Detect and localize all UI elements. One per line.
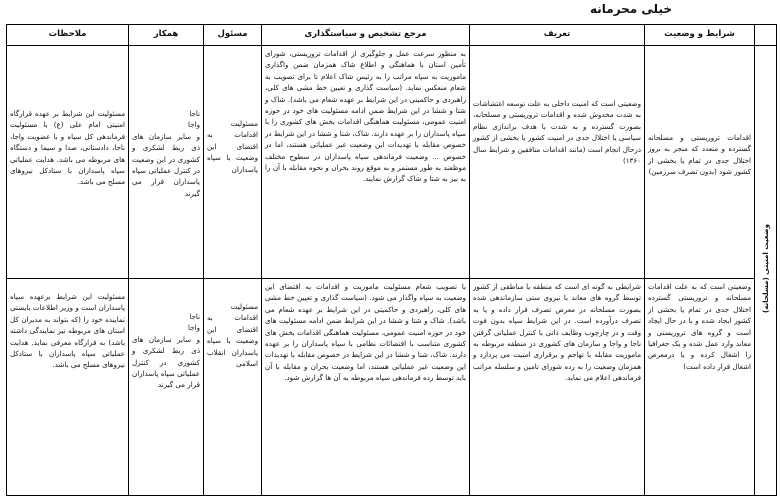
header-partner: همکار [129, 25, 204, 46]
definition-cell [470, 46, 645, 279]
conditions-text: وضعیتی است که به علت اقدامات مسلحانه و تروریستی گسترده اختلال جدی در تمام یا بخشی از کشور ایجاد شده و یا در حال ایجاد است و گروه های تروریستی و معاند وارد عمل شده و یک جغرافیا را اشغال کرده و یا درمعرض اشغال قرار داده است) [648, 282, 751, 371]
partner-cell [129, 46, 204, 279]
conditions-cell [645, 279, 755, 496]
conditions-text: اقدامات تروریستی و مسلحانه گسترده و متعدد که منجر به بروز اختلال جدی در تمام یا بخشی از کشور شود (بدون تصرف سرزمین) [648, 133, 751, 177]
definition-text: وضعیتی است که امنیت داخلی به علت توسعه اغتشاشات به شدت مخدوش شده و اقدامات تروریستی و مسلحانه، بصورت گسترده و به شدت با هدف براندازی نظام سیاسی یا اختلال جدی در امنیت کشور یا بخشی از کشور درحال انجام است (مانند اقدامات منافقین و شرایط سال ۱۳۶۰) [473, 99, 641, 166]
table-header-row [7, 25, 777, 46]
partner-cell [129, 279, 204, 496]
notes-text: مسئولیت این شرایط بر عهده قرارگاه امنیتی امام علی (ع) با مسئولیت فرماندهی کل سپاه و با عضویت واجا، ناجا، دادستانی، صدا و سیما و دستگاه های مربوطه می باشد. هدایت عملیاتی سپاه پاسداران با ستادکل نیروهای مسلح می باشد. [10, 109, 125, 187]
section-label-cell [755, 46, 777, 496]
conditions-cell [645, 46, 755, 279]
header-definition: تعریف [470, 25, 645, 46]
section-label: وضعیت امنیتی (مسلحانه) [760, 224, 770, 314]
partner-line: واجا [188, 323, 200, 333]
authority-cell [262, 279, 470, 496]
responsible-text: مسئولیت اقدامات به اقتضای این وضعیت با سپاه پاسداران انقلاب اسلامی [207, 302, 258, 369]
authority-text: به منظور سرعت عمل و جلوگیری از اقدامات تروریستی، شورای تأمین استان با هماهنگی و اطلاع شاک همزمان ضمن واگذاری ماموریت به سپاه مراتب را به رئیس شاک اعلام تا برای تصویب به شعام منعکس نماید. (سیاست گذاری و تعیین خط مشی های کلی، راهبردی و حاکمیتی در این شرایط بر عهده شعام می باشد). شاک و شتا و ششا در این شرایط ضمن ادامه مسئولیت های خود در حوزه امنیت عمومی، مسئولیت هماهنگی اقدامات بخش های کشوری را با سپاه پاسداران را بر عهده دارند. شاک، شتا و ششا در این شرایط در خصوص مقابله با تهدیدات این وضعیت غیر عملیاتی هستند، اما در خصوص ... وضعیت فرماندهی سپاه پاسداران در سطوح مختلف موظفند به طور مستمر و به موقع روند بحران و نحوه مقابله با آن را به نیز به شتا و شاک گزارش نمایند. [265, 49, 466, 184]
definition-text: شرایطی به گونه ای است که منطقه یا مناطقی از کشور توسط گروه های معاند با نیروی ستی سازماندهی شده بصورت مسلحانه در معرض تصرف قرار داده و یا به تصرف درآورده است. در این شرایط سپاه بدون فوت وقت و در چارچوب وظایف ذاتی با کنترل عملیاتی گرفتن ناجا و واجا و سازمان های کشوری در منطقه مربوطه به ماموریت مقابله با تهاجم و برقراری امنیت می پردازد و همزمان وضعیت را به رده شورای تامین و سلسله مراتب فرماندهی اعلام می نماید. [473, 282, 641, 383]
partner-line: ناجا [189, 312, 200, 321]
header-responsible: مسئول [204, 25, 262, 46]
notes-cell [7, 46, 129, 279]
header-authority: مرجع تشخیص و سیاستگذاری [262, 25, 470, 46]
header-stub [755, 25, 777, 46]
header-conditions: شرایط و وضعیت [645, 25, 755, 46]
definition-cell [470, 279, 645, 496]
header-notes: ملاحظات [7, 25, 129, 46]
responsible-text: مسئولیت اقدامات به اقتضای این وضعیت با سپاه پاسداران [207, 119, 258, 174]
classification-label: خیلی محرمانه [589, 2, 672, 16]
security-conditions-table [6, 24, 777, 496]
responsible-cell [204, 46, 262, 279]
partner-line: واجا [188, 120, 200, 130]
notes-text: مسئولیت این شرایط برعهده سپاه پاسداران است و وزیر اطلاعات بایستی نماینده خود را (که بتواند به مدیران کل استان های مربوطه نیز نمایندگی داشته باشد) به قرارگاه معرفی نماید. هدایت عملیاتی سپاه پاسداران با ستادکل نیروهای مسلح می باشد. [10, 292, 125, 370]
partner-line: ناجا [189, 109, 200, 118]
table-row [7, 279, 777, 496]
authority-text: با تصویب شعام مسئولیت ماموریت و اقدامات به اقتضای این وضعیت به سپاه واگذار می شود. (سیاست گذاری و تعیین خط مشی های کلی، راهبردی و حاکمیتی در این شرایط بر عهده شعام می باشد). شاک و شتا و ششا در این شرایط ضمن ادامه مسئولیت های خود در حوزه امنیت عمومی، مسئولیت هماهنگی اقدامات بخش های کشوری متناسب با اقتضائات نظامی با سپاه پاسداران را بر عهده دارند. شاک، شتا و ششا در این شرایط در خصوص مقابله با تهدیدات این وضعیت غیر عملیاتی هستند، اما وضعیت بحران و مقابله با آن باید توسط رده فرماندهی سپاه مربوطه به آن ها گزارش شود. [265, 282, 466, 383]
partner-line: و سایر سازمان های ذی ربط لشکری و کشوری در کنترل عملیاتی سپاه پاسداران قرار می گیرند [132, 334, 200, 390]
responsible-cell [204, 279, 262, 496]
partner-line: و سایر سازمان های ذی ربط لشکری و کشوری در این وضعیت در کنترل عملیاتی سپاه پاسداران قرار می گیرند [132, 131, 200, 198]
authority-cell [262, 46, 470, 279]
table-row [7, 46, 777, 279]
notes-cell [7, 279, 129, 496]
